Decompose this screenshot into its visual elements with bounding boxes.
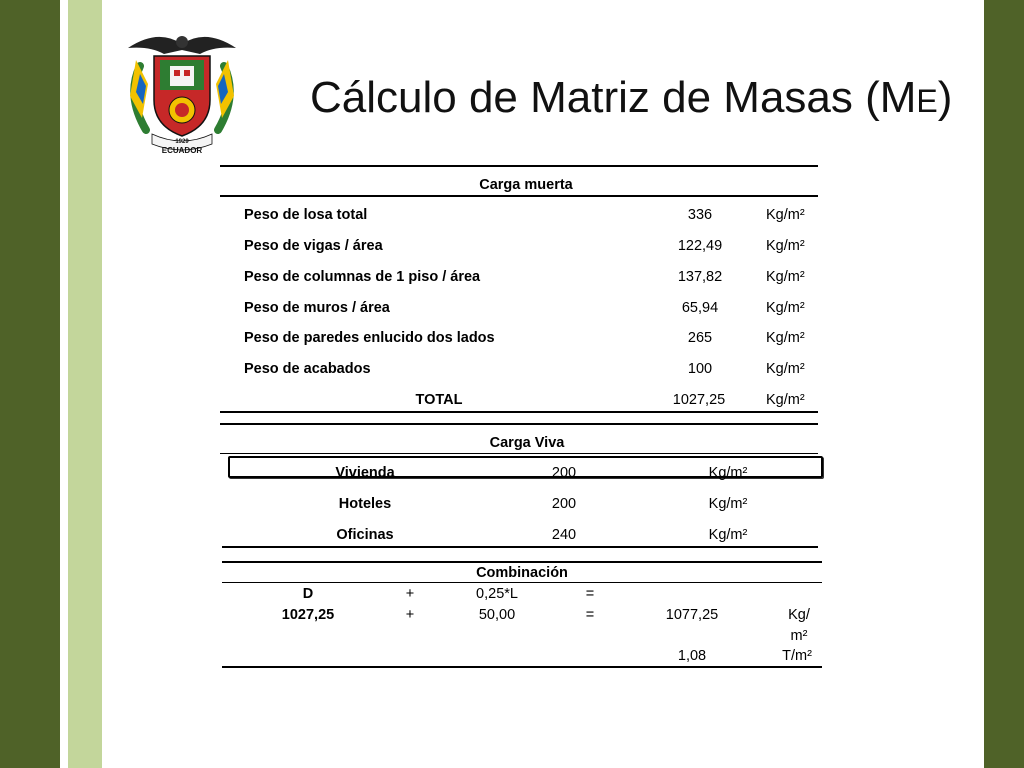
table-rule-bottom [222, 666, 822, 668]
table-rule-header [220, 453, 818, 454]
university-seal-logo [118, 26, 246, 156]
table-rule-bottom [220, 411, 818, 413]
table-rule-header [220, 195, 818, 197]
table-rule-top [220, 423, 818, 425]
table-rule-header [222, 582, 822, 583]
combinacion-header: Combinación [476, 565, 568, 581]
seal-year: 1929 [175, 139, 189, 145]
left-light-bar [68, 0, 102, 768]
carga-muerta-header: Carga muerta [479, 177, 573, 193]
table-rule-bottom [222, 546, 818, 548]
slide-title: Cálculo de Matriz de Masas (ME) [310, 73, 953, 122]
seal-text: ECUADOR [161, 146, 203, 155]
left-dark-bar [0, 0, 60, 768]
table-rule-top [220, 165, 818, 167]
right-dark-bar [984, 0, 1024, 768]
carga-viva-header: Carga Viva [489, 435, 565, 451]
